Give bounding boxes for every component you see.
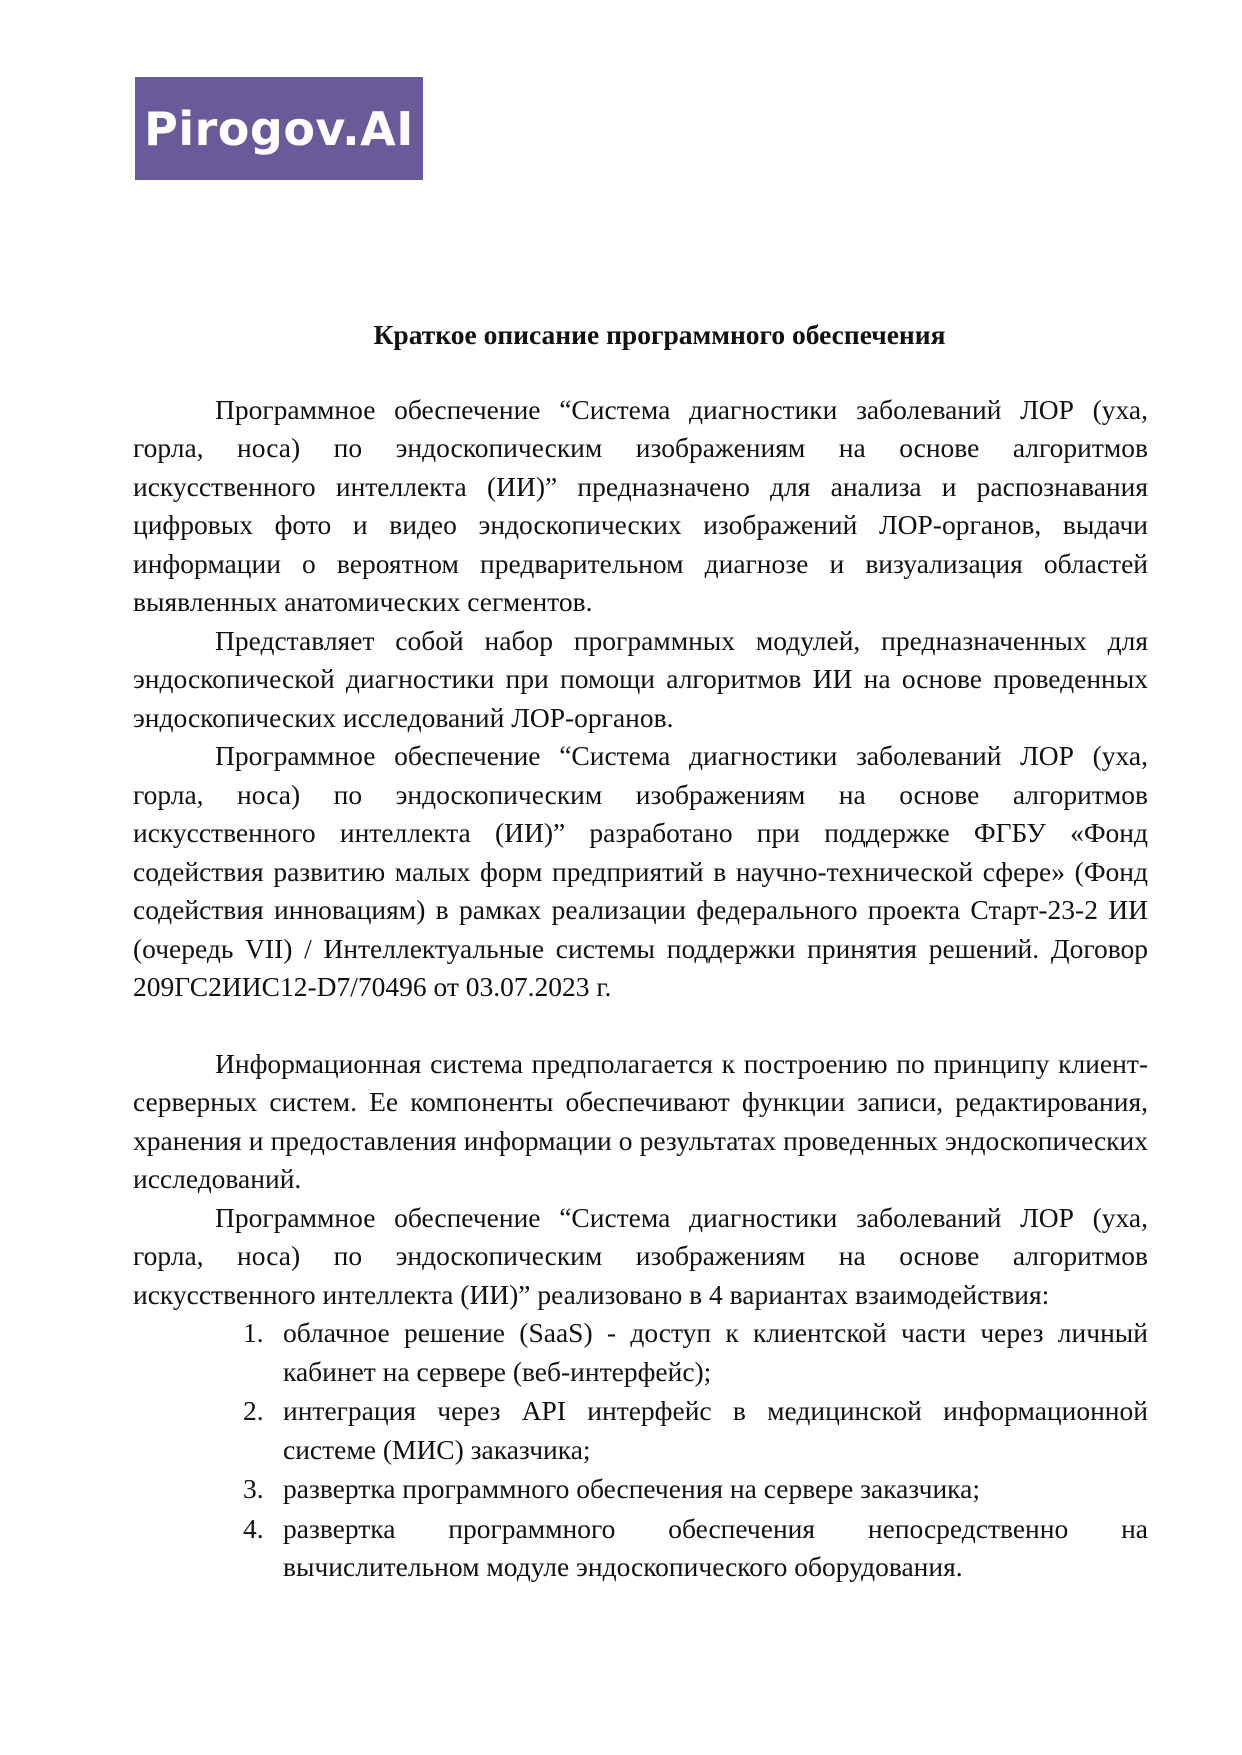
paragraph: Программное обеспечение “Система диагностики заболеваний ЛОР (уха, горла, носа) по эндоскопическим изображениям на основе алгоритмов искусственного интеллекта (ИИ)” предназначено для анализа и распознавания цифровых фото и видео эндоскопических изображений ЛОР-органов, выдачи информации о вероятном предварительном диагнозе и визуализация областей выявленных анатомических сегментов. [133,393,1148,617]
paragraph: Программное обеспечение “Система диагностики заболеваний ЛОР (уха, горла, носа) по эндоскопическим изображениям на основе алгоритмов искусственного интеллекта (ИИ)” реализовано в 4 вариантах взаимодействия: [133,1201,1148,1310]
company-logo [135,77,423,180]
paragraph: Информационная система предполагается к построению по принципу клиент-серверных систем. Ее компоненты обеспечивают функции записи, редактирования, хранения и предоставления информации о результатах проведенных эндоскопических исследований. [133,1047,1148,1194]
variants-list [133,1314,1148,1587]
paragraph: Программное обеспечение “Система диагностики заболеваний ЛОР (уха, горла, носа) по эндоскопическим изображениям на основе алгоритмов искусственного интеллекта (ИИ)” разработано при поддержке ФГБУ «Фонд содействия развитию малых форм предприятий в научно-технической сфере» (Фонд содействия инновациям) в рамках реализации федерального проекта Старт-23-2 ИИ (очередь VII) / Интеллектуальные системы поддержки принятия решений. Договор 209ГС2ИИС12-D7/70496 от 03.07.2023 г. [133,740,1148,1002]
list-item-text: интеграция через API интерфейс в медицинской информационной системе (МИС) заказчика; [283,1395,1148,1465]
list-item [133,1314,1148,1391]
paragraph-gap [133,1007,1148,1045]
list-item [133,1510,1148,1587]
list-item-number: 3. [243,1473,264,1504]
list-item-text: облачное решение (SaaS) - доступ к клиентской части через личный кабинет на сервере (веб-интерфейс); [283,1317,1148,1387]
list-item [133,1470,1148,1509]
document-title: Краткое описание программного обеспечения [373,319,946,350]
list-item-number: 4. [243,1512,264,1544]
list-item-text: развертка программного обеспечения на сервере заказчика; [283,1473,980,1504]
document-body [133,316,1148,1588]
paragraph: Представляет собой набор программных модулей, предназначенных для эндоскопической диагностики при помощи алгоритмов ИИ на основе проведенных эндоскопических исследований ЛОР-органов. [133,624,1148,733]
list-item-text: развертка программного обеспечения непосредственно на вычислительном модуле эндоскопического оборудования. [283,1512,1148,1582]
list-item-number: 1. [243,1317,264,1348]
list-item [133,1392,1148,1469]
logo-text: Pirogov.AI [144,101,414,156]
list-item-number: 2. [243,1395,264,1426]
